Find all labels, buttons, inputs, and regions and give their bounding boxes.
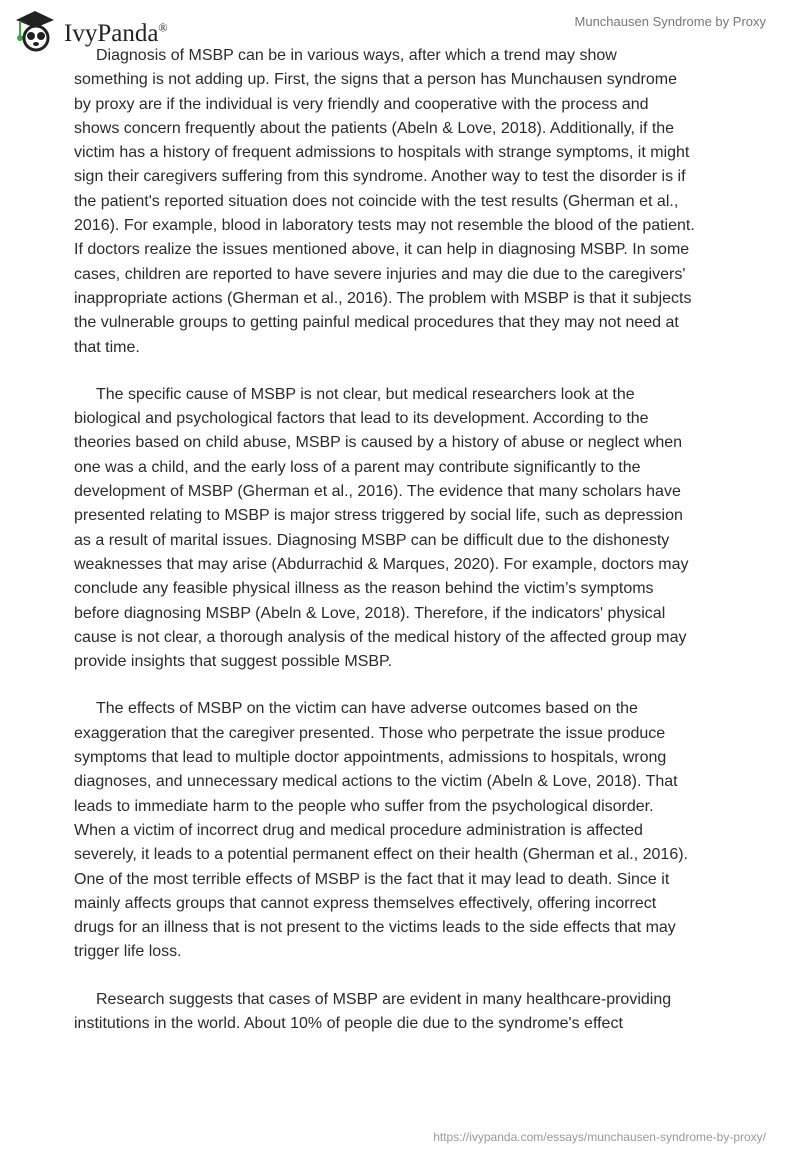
text-line: leads to immediate harm to the people who suffer from the psychological disorder. xyxy=(74,797,654,815)
text-line: institutions in the world. About 10% of people die due to the syndrome's effect xyxy=(74,1014,623,1032)
source-url[interactable]: https://ivypanda.com/essays/munchausen-syndrome-by-proxy/ xyxy=(433,1130,766,1144)
text-line: symptoms that lead to multiple doctor appointments, admissions to hospitals, wrong xyxy=(74,749,667,767)
text-line: biological and psychological factors that lead to its development. According to the xyxy=(74,410,649,428)
text-line: drugs for an illness that is not present to the victims leads to the side effects that may xyxy=(74,919,676,937)
panda-graduate-icon xyxy=(12,8,58,52)
text-line: by proxy are if the individual is very friendly and cooperative with the process and xyxy=(74,95,649,113)
text-line: The effects of MSBP on the victim can have adverse outcomes based on the xyxy=(96,700,638,718)
paragraph xyxy=(74,383,754,675)
text-line: presented relating to MSBP is major stress triggered by social life, such as depression xyxy=(74,507,683,525)
text-line: exaggeration that the caregiver presented. Those who perpetrate the issue produce xyxy=(74,724,666,742)
document-title: Munchausen Syndrome by Proxy xyxy=(574,14,766,29)
text-line: before diagnosing MSBP (Abeln & Love, 2018). Therefore, if the indicators' physical xyxy=(74,604,666,622)
text-line: provide insights that suggest possible MSBP. xyxy=(74,653,393,671)
text-line: cause is not clear, a thorough analysis of the medical history of the affected group may xyxy=(74,628,687,646)
text-line: the patient's reported situation does not coincide with the test results (Gherman et al., xyxy=(74,192,679,210)
text-line: Diagnosis of MSBP can be in various ways, after which a trend may show xyxy=(96,47,617,64)
text-line: victim has a history of frequent admissions to hospitals with strange symptoms, it might xyxy=(74,144,690,162)
text-line: conclude any feasible physical illness as the reason behind the victim’s symptoms xyxy=(74,580,654,598)
text-line: 2016). For example, blood in laboratory tests may not resemble the blood of the patient. xyxy=(74,217,695,235)
paragraph xyxy=(74,44,754,360)
text-line: Research suggests that cases of MSBP are evident in many healthcare-providing xyxy=(96,990,672,1008)
paragraph xyxy=(74,697,754,964)
text-line: cases, children are reported to have severe injuries and may die due to the caregivers' xyxy=(74,265,686,283)
text-line: mainly affects groups that cannot express themselves effectively, offering incorrect xyxy=(74,894,657,912)
text-line: inappropriate actions (Gherman et al., 2016). The problem with MSBP is that it subjects xyxy=(74,289,692,307)
text-line: something is not adding up. First, the signs that a person has Munchausen syndrome xyxy=(74,71,678,89)
text-line: that time. xyxy=(74,338,140,356)
text-line: The specific cause of MSBP is not clear, but medical researchers look at the xyxy=(96,385,635,403)
text-line: weaknesses that may arise (Abdurrachid & Marques, 2020). For example, doctors may xyxy=(74,555,689,573)
text-line: the vulnerable groups to getting painful medical procedures that they may not need at xyxy=(74,314,679,332)
text-line: severely, it leads to a potential permanent effect on their health (Gherman et al., 2016). xyxy=(74,846,688,864)
essay-body xyxy=(74,44,754,1059)
text-line: as a result of marital issues. Diagnosing MSBP can be difficult due to the dishonesty xyxy=(74,531,670,549)
paragraph xyxy=(74,988,754,1037)
text-line: When a victim of incorrect drug and medical procedure administration is affected xyxy=(74,821,643,839)
brand-name: IvyPanda xyxy=(64,20,159,47)
text-line: one was a child, and the early loss of a parent may contribute significantly to the xyxy=(74,458,641,476)
registered-mark: ® xyxy=(158,20,168,35)
text-line: shows concern frequently about the patients (Abeln & Love, 2018). Additionally, if the xyxy=(74,119,675,137)
text-line: One of the most terrible effects of MSBP is the fact that it may lead to death. Since it xyxy=(74,870,670,888)
text-line: development of MSBP (Gherman et al., 2016). The evidence that many scholars have xyxy=(74,483,681,501)
text-line: diagnoses, and unnecessary medical actions to the victim (Abeln & Love, 2018). That xyxy=(74,773,678,791)
text-line: If doctors realize the issues mentioned above, it can help in diagnosing MSBP. In some xyxy=(74,241,690,259)
text-line: sign their caregivers suffering from this syndrome. Another way to test the disorder is if xyxy=(74,168,686,186)
text-line: theories based on child abuse, MSBP is caused by a history of abuse or neglect when xyxy=(74,434,683,452)
text-line: trigger life loss. xyxy=(74,943,182,961)
